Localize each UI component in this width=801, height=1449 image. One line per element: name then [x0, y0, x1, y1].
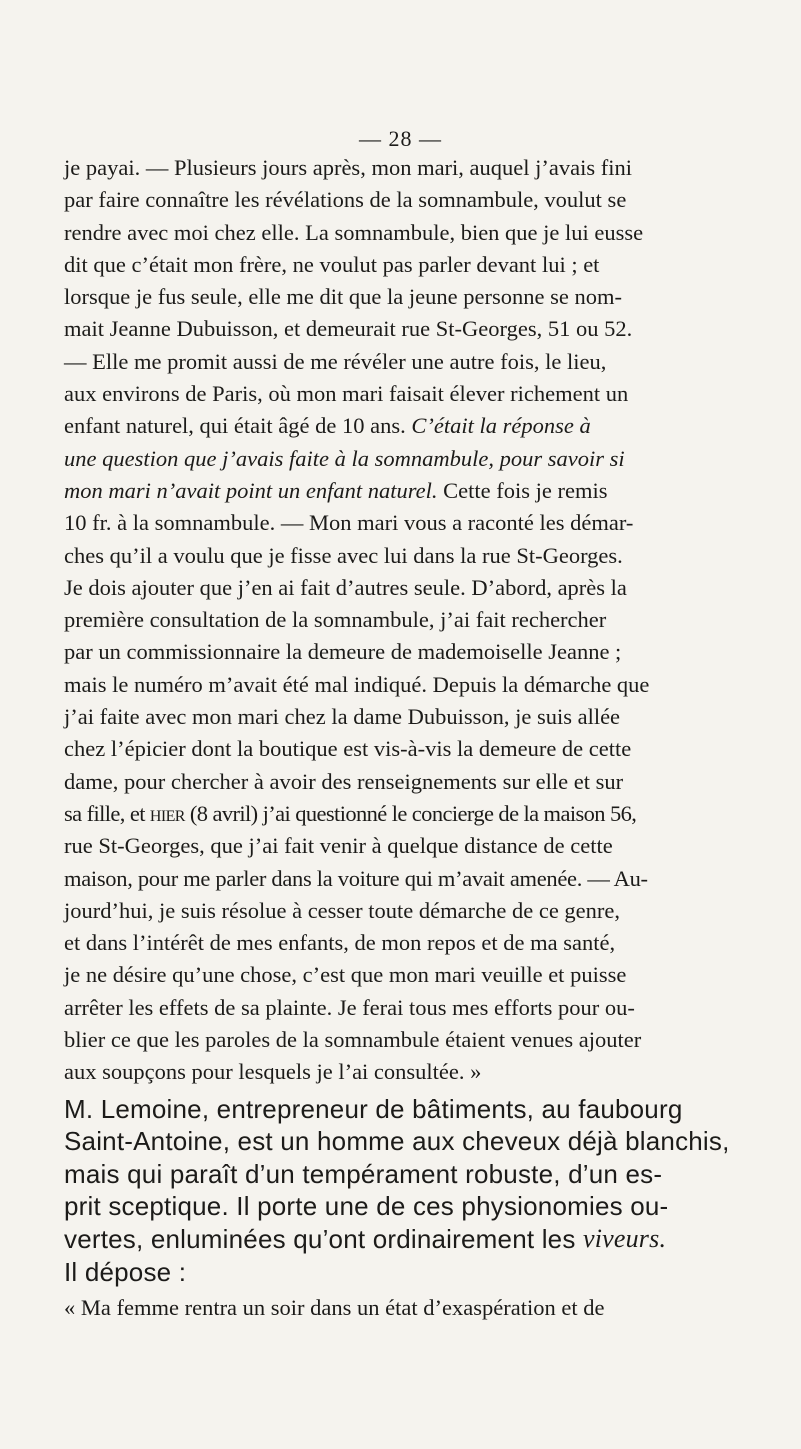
- text-span: arrêter les effets de sa plainte. Je ferai tous mes efforts pour ou-: [64, 994, 635, 1020]
- text-line: [64, 249, 768, 281]
- text-span: mais qui paraît d’un tempérament robuste, d’un es-: [64, 1158, 663, 1189]
- text-line: [64, 733, 768, 765]
- italic-span: C’était la réponse à: [411, 413, 591, 439]
- text-line: [64, 410, 768, 442]
- text-span: par faire connaître les révélations de la somnambule, voulut se: [64, 187, 627, 213]
- text-line: [64, 217, 768, 249]
- text-span: et dans l’intérêt de mes enfants, de mon repos et de ma santé,: [64, 930, 616, 956]
- italic-span: mon mari n’avait point un enfant naturel.: [64, 477, 438, 503]
- text-span: 10 fr. à la somnambule. — Mon mari vous a raconté les démar-: [64, 510, 634, 536]
- text-line: [64, 1292, 768, 1324]
- text-span: Saint-Antoine, est un homme aux cheveux déjà blanchis,: [64, 1126, 730, 1157]
- text-span: maison, pour me parler dans la voiture qui m’avait amenée. — Au-: [64, 865, 648, 891]
- text-span: rue St-Georges, que j’ai fait venir à quelque distance de cette: [64, 833, 613, 859]
- text-span: « Ma femme rentra un soir dans un état d’exaspération et de: [64, 1295, 605, 1321]
- text-span: — Elle me promit aussi de me révéler une autre fois, le lieu,: [64, 348, 607, 374]
- text-span: Cette fois je remis: [437, 477, 608, 503]
- text-line: [64, 766, 768, 798]
- text-span: aux environs de Paris, où mon mari faisait élever richement un: [64, 381, 629, 407]
- italic-span: viveurs.: [582, 1223, 667, 1253]
- text-line: [64, 1056, 768, 1088]
- text-span: blier ce que les paroles de la somnambule étaient venues ajouter: [64, 1027, 642, 1053]
- text-span: jourd’hui, je suis résolue à cesser toute démarche de ce genre,: [64, 897, 621, 923]
- text-line: [64, 184, 768, 216]
- text-span: dame, pour chercher à avoir des renseignements sur elle et sur: [64, 768, 624, 794]
- text-line: [64, 1024, 768, 1056]
- lemoine-paragraph: [64, 1093, 768, 1289]
- text-span: j’ai faite avec mon mari chez la dame Dubuisson, je suis allée: [64, 704, 621, 730]
- text-line: [64, 1158, 768, 1191]
- text-line: [64, 475, 768, 507]
- text-span: Il dépose :: [64, 1256, 187, 1287]
- text-line: [64, 669, 768, 701]
- text-span: rendre avec moi chez elle. La somnambule, bien que je lui eusse: [64, 219, 644, 245]
- text-line: [64, 1190, 768, 1223]
- text-line: [64, 443, 768, 475]
- text-line: [64, 152, 768, 184]
- text-span: Je dois ajouter que j’en ai fait d’autres seule. D’abord, après la: [64, 574, 627, 600]
- text-line: [64, 1125, 768, 1158]
- text-span: prit sceptique. Il porte une de ces physionomies ou-: [64, 1191, 669, 1222]
- text-span: sa fille, et: [64, 800, 150, 826]
- text-span: enfant naturel, qui était âgé de 10 ans.: [64, 413, 412, 439]
- text-line: [64, 572, 768, 604]
- text-line: [64, 895, 768, 927]
- text-span: M. Lemoine, entrepreneur de bâtiments, au faubourg: [64, 1093, 683, 1124]
- text-line: [64, 313, 768, 345]
- text-line: [64, 1256, 768, 1289]
- text-line: [64, 992, 768, 1024]
- text-line: [64, 346, 768, 378]
- text-line: [64, 863, 768, 895]
- text-line: [64, 927, 768, 959]
- text-span: (8 avril) j’ai questionné le concierge de la maison 56,: [184, 800, 637, 826]
- text-span: ches qu’il a voulu que je fisse avec lui dans la rue St-Georges.: [64, 542, 623, 568]
- text-line: [64, 604, 768, 636]
- text-line: [64, 830, 768, 862]
- text-line: [64, 1223, 768, 1256]
- text-span: par un commissionnaire la demeure de mademoiselle Jeanne ;: [64, 639, 622, 665]
- text-span: lorsque je fus seule, elle me dit que la jeune personne se nom-: [64, 284, 622, 310]
- small-caps-span: hier: [149, 800, 185, 826]
- testimony-text: [64, 152, 768, 1324]
- text-span: aux soupçons pour lesquels je l’ai consultée. »: [64, 1059, 482, 1085]
- text-span: mais le numéro m’avait été mal indiqué. Depuis la démarche que: [64, 671, 650, 697]
- text-line: [64, 540, 768, 572]
- text-line: [64, 701, 768, 733]
- text-span: mait Jeanne Dubuisson, et demeurait rue St-Georges, 51 ou 52.: [64, 316, 633, 342]
- italic-span: une question que j’avais faite à la somnambule, pour savoir si: [64, 445, 625, 471]
- text-span: chez l’épicier dont la boutique est vis-à-vis la demeure de cette: [64, 736, 632, 762]
- text-span: vertes, enluminées qu’ont ordinairement les: [64, 1223, 583, 1254]
- text-line: [64, 378, 768, 410]
- text-line: [64, 959, 768, 991]
- text-span: première consultation de la somnambule, j’ai fait rechercher: [64, 607, 607, 633]
- text-line: [64, 507, 768, 539]
- page-number: — 28 —: [359, 126, 442, 151]
- text-span: je payai. — Plusieurs jours après, mon mari, auquel j’avais fini: [64, 155, 632, 180]
- text-span: dit que c’était mon frère, ne voulut pas parler devant lui ; et: [64, 251, 600, 277]
- text-span: je ne désire qu’une chose, c’est que mon mari veuille et puisse: [64, 962, 627, 988]
- text-line: [64, 281, 768, 313]
- text-line: [64, 1093, 768, 1126]
- text-line: [64, 636, 768, 668]
- text-line: [64, 798, 768, 830]
